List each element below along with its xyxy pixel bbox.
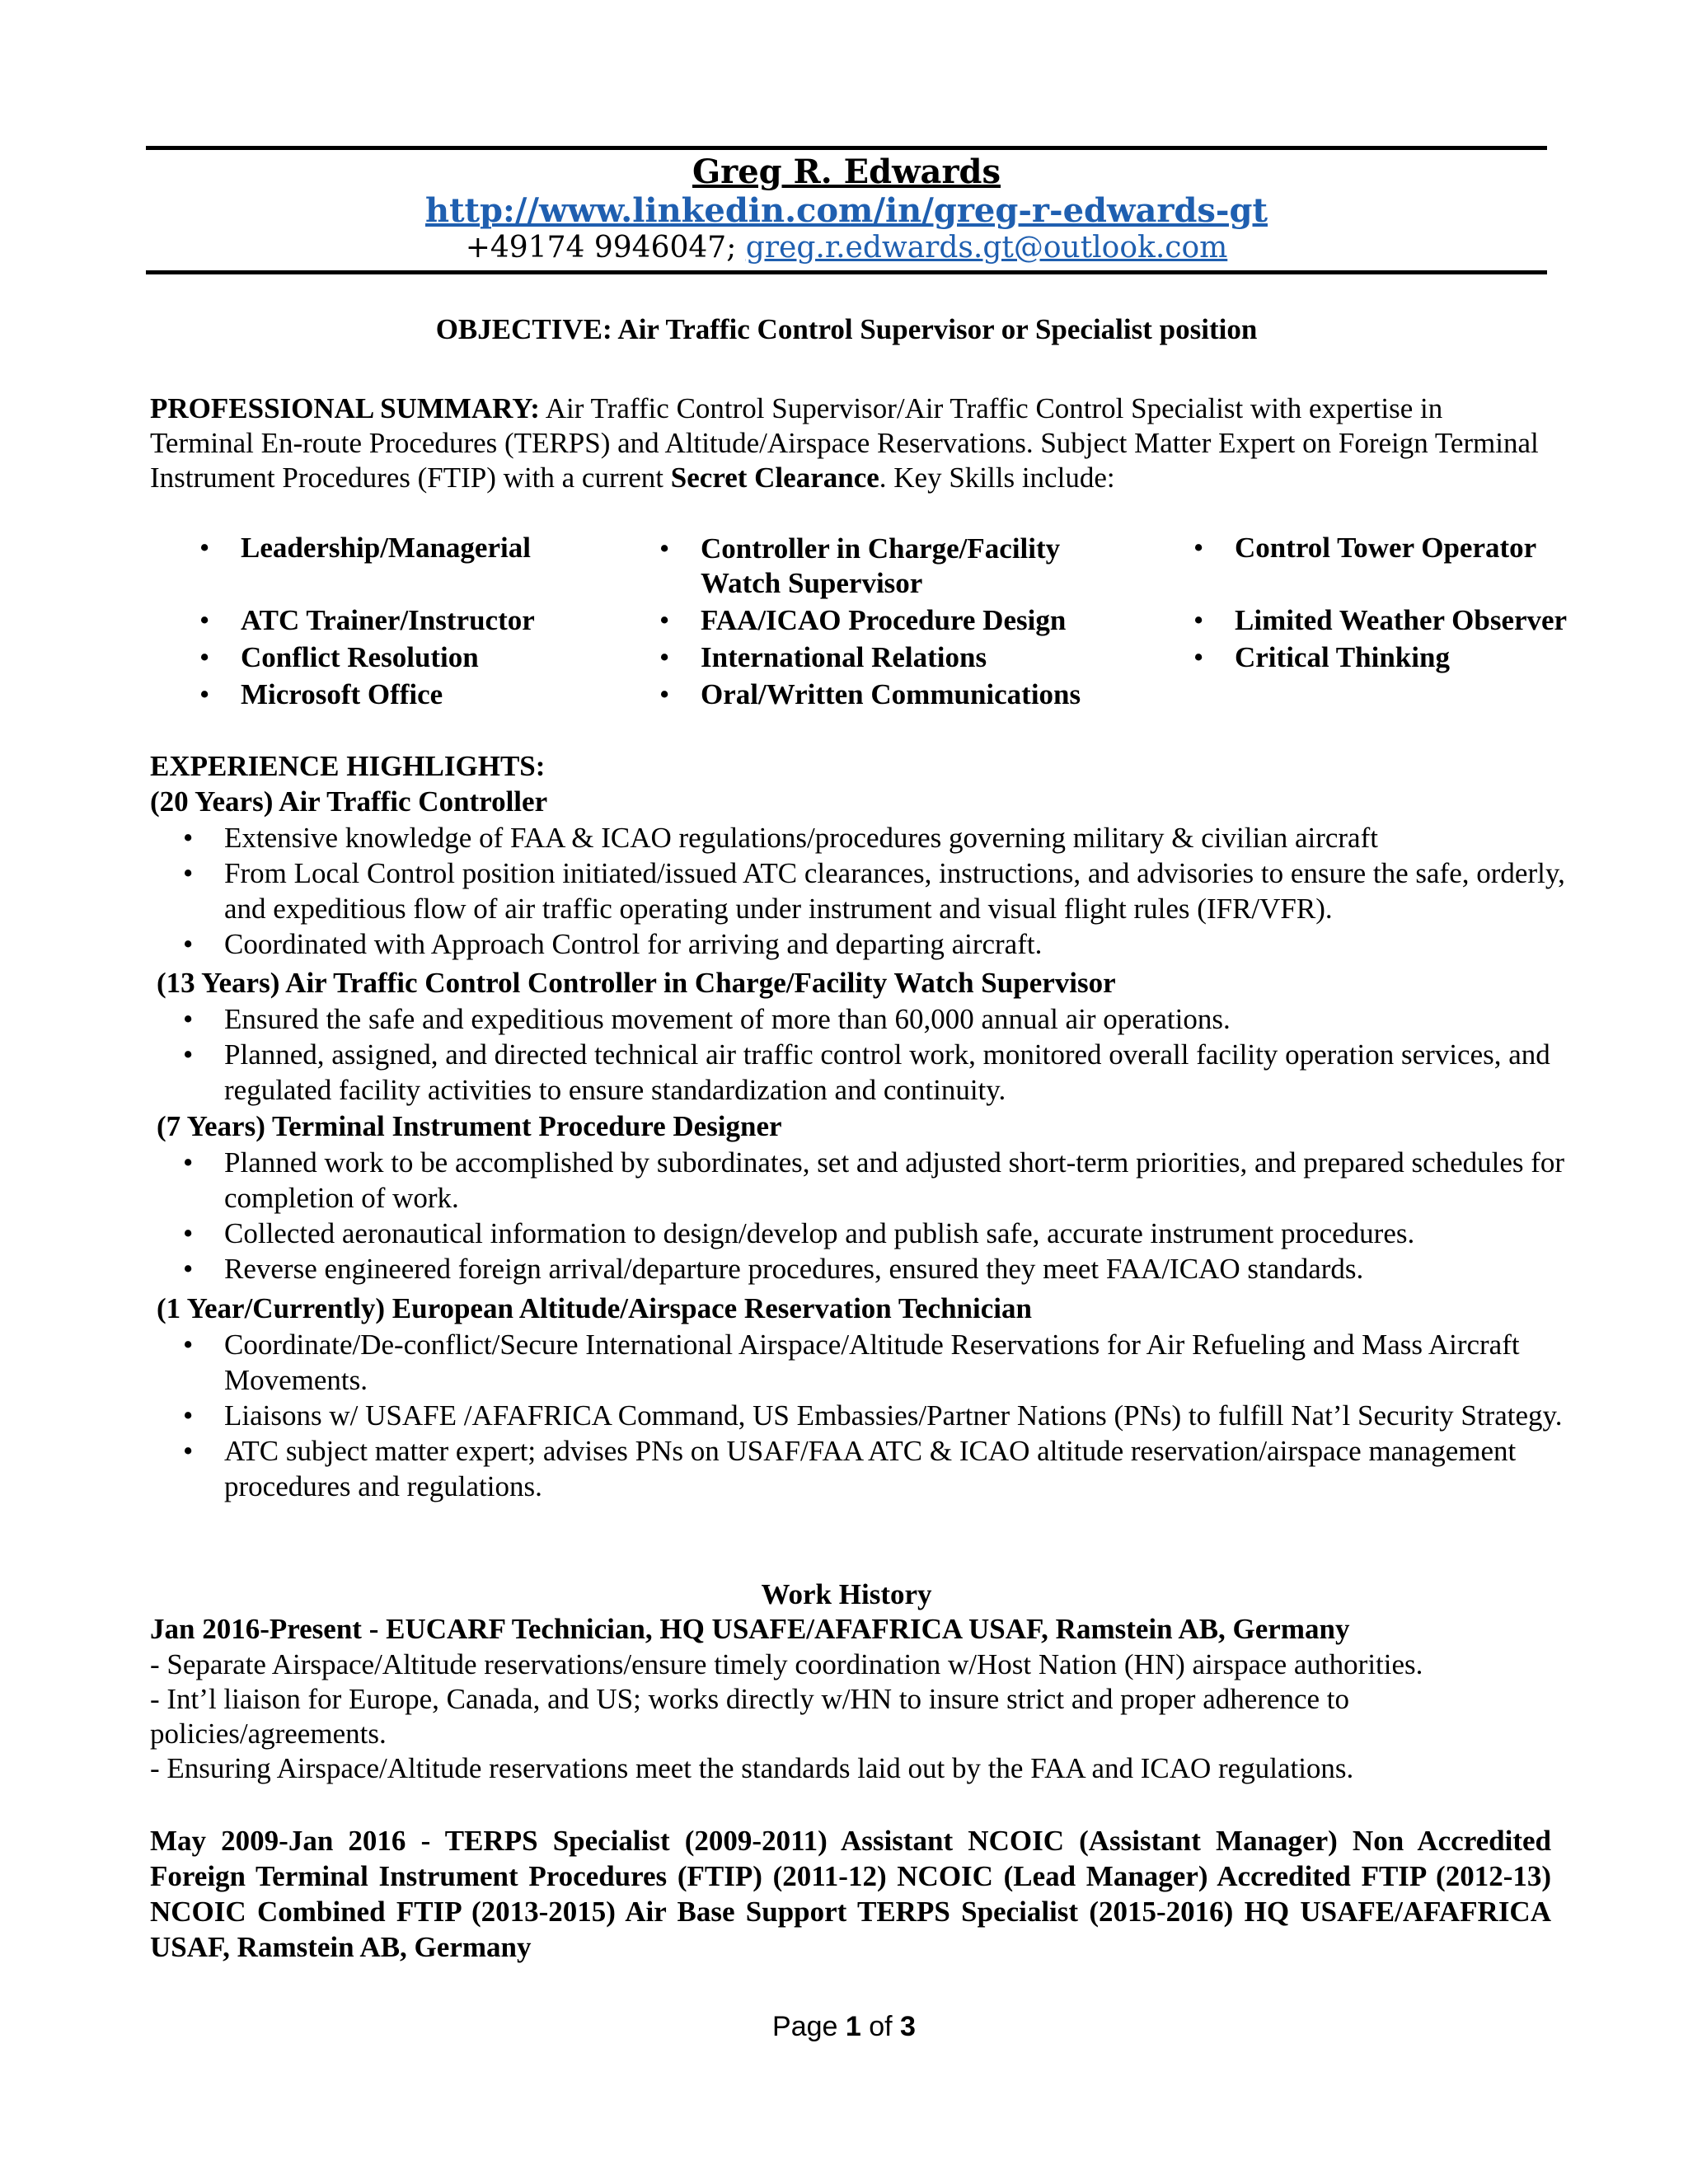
bullet-icon: • (183, 928, 194, 960)
role-title: (1 Year/Currently) European Altitude/Airspace Reservation Technician (157, 1292, 1032, 1324)
list-item: • Collected aeronautical information to design/develop and publish safe, accurate instrument procedures. (183, 1217, 1415, 1249)
linkedin-link[interactable]: http://www.linkedin.com/in/greg-r-edwards-gt (425, 191, 1268, 230)
bullet-icon: • (183, 1003, 194, 1035)
job-line: - Separate Airspace/Altitude reservations/ensure timely coordination w/Host Nation (HN) airspace authorities. (150, 1648, 1423, 1680)
header-top-rule (146, 146, 1547, 150)
bullet-icon: • (183, 1217, 194, 1249)
role-bullets (183, 1327, 1568, 1504)
bullet-icon: • (183, 857, 194, 889)
bullet-icon: • (199, 641, 210, 673)
bullet-icon: • (659, 641, 670, 673)
skill-item: • Oral/Written Communications (659, 678, 1081, 710)
bullet-icon: • (1193, 532, 1204, 564)
list-item: • ATC subject matter expert; advises PNs on USAF/FAA ATC & ICAO altitude reservation/airspace management procedures and regulations. (183, 1435, 1517, 1502)
skill-item: • Conflict Resolution (199, 641, 479, 673)
summary-label: PROFESSIONAL SUMMARY: (150, 392, 540, 424)
bullet-icon: • (183, 1329, 194, 1361)
skill-item: • Controller in Charge/Facility Watch Supervisor (659, 532, 1061, 599)
skill-item: • Critical Thinking (1193, 641, 1450, 673)
skill-item: • Control Tower Operator (1193, 532, 1537, 564)
role-title: (13 Years) Air Traffic Control Controller in Charge/Facility Watch Supervisor (157, 967, 1116, 999)
bullet-icon: • (183, 1253, 194, 1285)
bullet-icon: • (183, 1435, 194, 1467)
page-number: Page 1 of 3 (772, 2011, 916, 2042)
professional-summary (150, 391, 1551, 495)
contact-line (146, 231, 1547, 265)
skill-item: • FAA/ICAO Procedure Design (659, 604, 1067, 636)
bullet-icon: • (659, 604, 670, 636)
bullet-icon: • (199, 678, 210, 710)
list-item: • Coordinated with Approach Control for arriving and departing aircraft. (183, 928, 1043, 960)
list-item: • Planned, assigned, and directed technical air traffic control work, monitored overall facility operation services, and regulated facility activities to ensure standardization and continuity. (183, 1038, 1550, 1106)
list-item: • Coordinate/De-conflict/Secure International Airspace/Altitude Reservations for Air Refueling and Mass Aircraft Movements. (183, 1329, 1520, 1396)
bullet-icon: • (183, 1399, 194, 1432)
phone-number: +49174 9946047; (465, 231, 737, 265)
bullet-icon: • (183, 1146, 194, 1179)
job-title: Jan 2016-Present - EUCARF Technician, HQ USAFE/AFAFRICA USAF, Ramstein AB, Germany (150, 1613, 1350, 1645)
role-title: (7 Years) Terminal Instrument Procedure Designer (157, 1110, 782, 1142)
candidate-name: Greg R. Edwards (692, 152, 1001, 191)
role-bullets (183, 1001, 1568, 1108)
list-item: • From Local Control position initiated/issued ATC clearances, instructions, and advisories to ensure the safe, orderly, and expeditious flow of air traffic operating under instrument and visual flight rules (IFR/VFR). (183, 857, 1565, 925)
bullet-icon: • (659, 678, 670, 710)
job-line: - Int’l liaison for Europe, Canada, and US; works directly w/HN to insure strict and proper adherence to policies/agreements. (150, 1683, 1349, 1750)
job-description (150, 1647, 1551, 1786)
role-bullets (183, 1145, 1568, 1286)
list-item: • Ensured the safe and expeditious movement of more than 60,000 annual air operations. (183, 1003, 1231, 1035)
bullet-icon: • (1193, 604, 1204, 636)
skill-item: • International Relations (659, 641, 987, 673)
list-item: • Extensive knowledge of FAA & ICAO regulations/procedures governing military & civilian aircraft (183, 822, 1378, 854)
job-line: - Ensuring Airspace/Altitude reservations meet the standards laid out by the FAA and ICAO regulations. (150, 1752, 1354, 1784)
objective: OBJECTIVE: Air Traffic Control Supervisor or Specialist position (435, 313, 1258, 345)
bullet-icon: • (199, 532, 210, 564)
list-item: • Reverse engineered foreign arrival/departure procedures, ensured they meet FAA/ICAO standards. (183, 1253, 1364, 1285)
skill-item: • Limited Weather Observer (1193, 604, 1568, 636)
summary-text-end: . Key Skills include: (879, 462, 1115, 494)
experience-heading: EXPERIENCE HIGHLIGHTS: (150, 750, 546, 782)
bullet-icon: • (1193, 641, 1204, 673)
list-item: • Planned work to be accomplished by subordinates, set and adjusted short-term priorities, and prepared schedules for completion of work. (183, 1146, 1565, 1214)
role-title: (20 Years) Air Traffic Controller (150, 785, 548, 818)
role-bullets (183, 820, 1568, 962)
summary-text: Air Traffic Control Supervisor/Air Traffic Control Specialist with expertise in Terminal En-route Procedures (TERPS) and Altitude/Airspace Reservations. Subject Matter Expert on Foreign Terminal Instrument Procedures (FTIP) with a current (150, 392, 1539, 494)
job-title: May 2009-Jan 2016 - TERPS Specialist (2009-2011) Assistant NCOIC (Assistant Manager) Non Accredited Foreign Terminal Instrument Procedures (FTIP) (2011-12) NCOIC (Lead Manager) Accredited FTIP (2012-13) NCOIC Combined FTIP (2013-2015) Air Base Support TERPS Specialist (2015-2016) HQ USAFE/AFAFRICA USAF, Ramstein AB, Germany (150, 1825, 1551, 1963)
bullet-icon: • (199, 604, 210, 636)
work-history-heading: Work History (761, 1578, 932, 1610)
skill-item: • ATC Trainer/Instructor (199, 604, 535, 636)
bullet-icon: • (659, 532, 670, 565)
skill-item: • Leadership/Managerial (199, 532, 531, 564)
skill-item: • Microsoft Office (199, 678, 443, 710)
bullet-icon: • (183, 1038, 194, 1071)
clearance: Secret Clearance (670, 462, 879, 494)
bullet-icon: • (183, 822, 194, 854)
email-link[interactable]: greg.r.edwards.gt@outlook.com (745, 231, 1228, 265)
list-item: • Liaisons w/ USAFE /AFAFRICA Command, US Embassies/Partner Nations (PNs) to fulfill Nat’l Security Strategy. (183, 1399, 1563, 1432)
header-bottom-rule (146, 270, 1547, 274)
